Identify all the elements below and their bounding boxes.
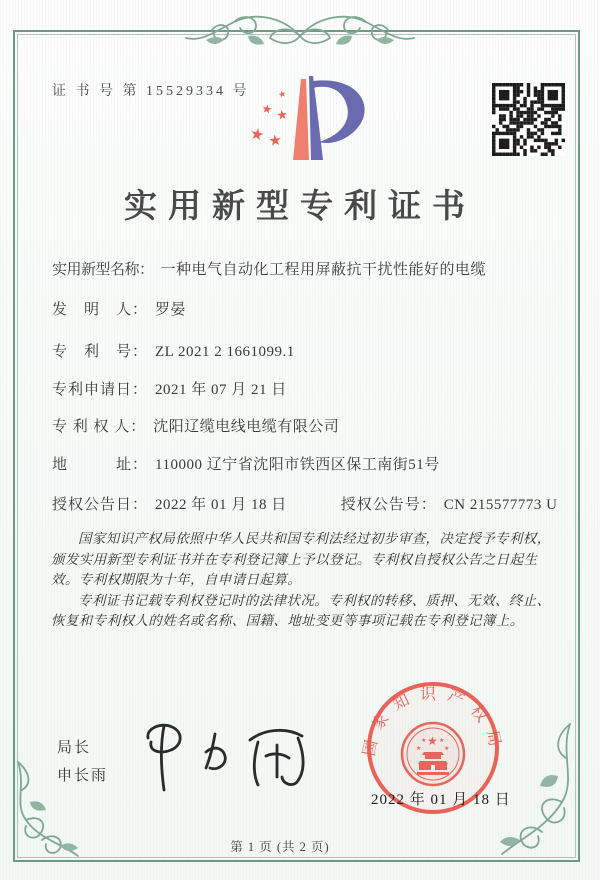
svg-text:★: ★ [275, 107, 290, 124]
field-patentee [52, 415, 339, 436]
field-inventor [52, 298, 186, 319]
commissioner-signature-handwriting [130, 712, 320, 797]
field-label: 专 利 权 人： [52, 419, 147, 435]
svg-text:★: ★ [427, 734, 438, 748]
svg-text:★: ★ [416, 745, 422, 752]
seal-arc-text: 国家知识产权局 [360, 685, 506, 758]
commissioner-title: 局长 [57, 740, 92, 756]
logo-right-wedge [309, 76, 323, 160]
field-patent-number [52, 340, 295, 361]
field-label: 实用新型名称： [52, 262, 154, 278]
field-label: 专利申请日： [52, 382, 149, 398]
svg-text:★: ★ [444, 745, 450, 752]
field-label: 发 明 人： [52, 302, 149, 318]
field-label: 专 利 号： [52, 344, 149, 360]
logo-p-bowl [313, 80, 365, 143]
svg-text:★: ★ [260, 101, 274, 117]
grant-date-label: 授权公告日： [52, 497, 149, 513]
legal-paragraph-1: 国家知识产权局依照中华人民共和国专利法经过初步审查，决定授予专利权，颁发实用新型专利证书并在专利登记簿上予以登记。专利权自授权公告之日起生效。专利权期限为十年，自申请日起算。 [51, 531, 551, 587]
field-value: 沈阳辽缆电线电缆有限公司 [153, 419, 340, 435]
grant-number-value: CN 215577773 U [443, 497, 558, 513]
field-value: 罗晏 [155, 302, 187, 318]
certificate-number: 证 书 号 第 15529334 号 [52, 84, 250, 99]
svg-text:★: ★ [248, 123, 267, 145]
field-value: 110000 辽宁省沈阳市铁西区保工南街51号 [155, 457, 440, 473]
logo-left-wedge [293, 79, 309, 160]
field-value: ZL 2021 2 1661099.1 [155, 344, 295, 360]
grant-number-label: 授权公告号： [340, 497, 437, 513]
field-value: 2021 年 07 月 21 日 [155, 382, 287, 398]
svg-text:★: ★ [277, 89, 288, 101]
seal-date: 2022 年 01 月 18 日 [371, 792, 511, 808]
field-address [52, 453, 440, 474]
svg-text:★: ★ [439, 737, 445, 744]
top-flourish-ornament [178, 2, 422, 58]
grant-date-value: 2022 年 01 月 18 日 [155, 497, 287, 513]
national-emblem-icon [402, 723, 464, 785]
field-value: 一种电气自动化工程用屏蔽抗干扰性能好的电缆 [160, 262, 487, 278]
field-grant-announcement [52, 493, 557, 514]
qr-code [492, 83, 565, 156]
logo-stars [248, 89, 289, 150]
page-number: 第 1 页 (共 2 页) [230, 840, 330, 854]
cnipa-logo [243, 76, 383, 164]
commissioner-name: 申长雨 [57, 768, 109, 784]
svg-text:★: ★ [421, 737, 427, 744]
field-label: 地 址： [52, 457, 149, 473]
field-utility-model-name [52, 258, 486, 279]
field-filing-date [52, 378, 287, 399]
legal-text [51, 529, 551, 632]
certificate-title: 实用新型专利证书 [124, 189, 476, 225]
svg-text:★: ★ [267, 130, 283, 150]
legal-paragraph-2: 专利证书记载专利权登记时的法律状况。专利权的转移、质押、无效、终止、恢复和专利权人的姓名或名称、国籍、地址变更等事项记载在专利登记簿上。 [51, 592, 551, 628]
